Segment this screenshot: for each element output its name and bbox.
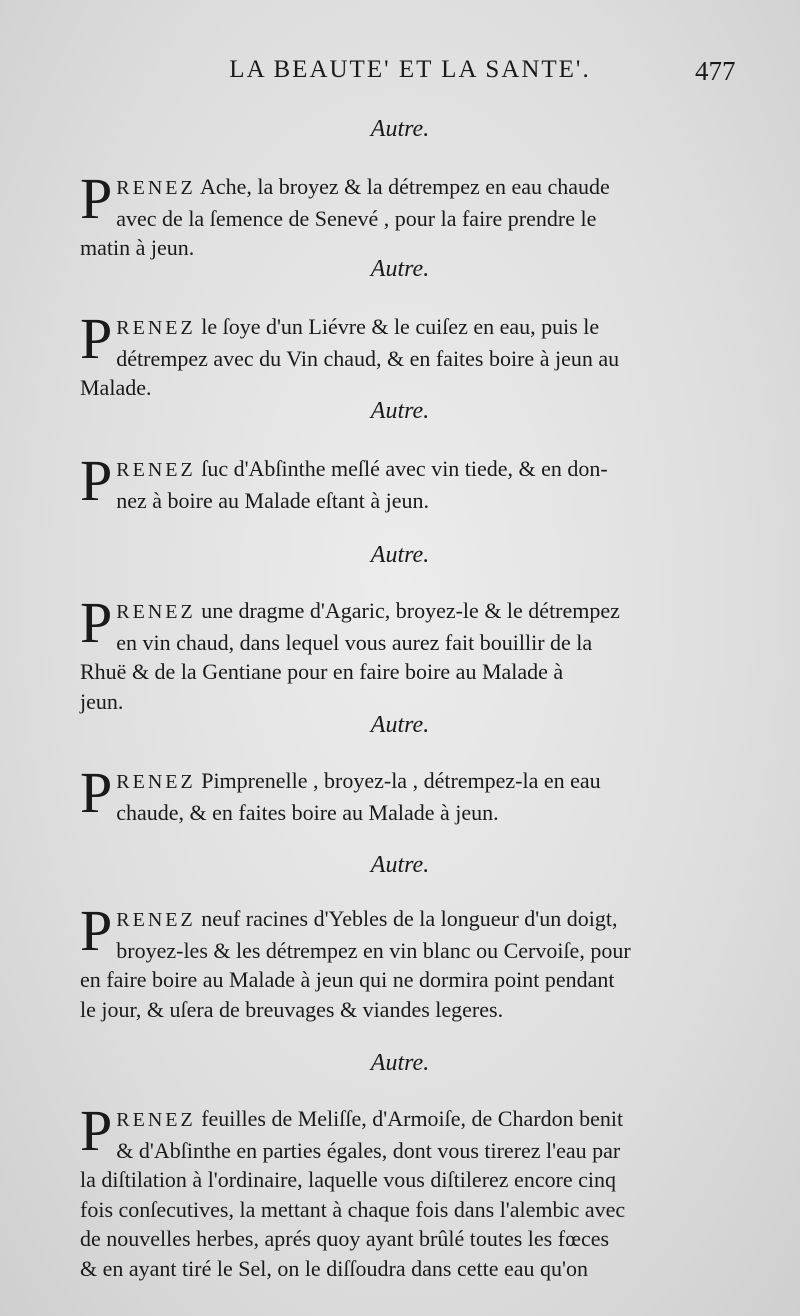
recipe-paragraph xyxy=(80,166,748,263)
drop-cap: P xyxy=(80,590,113,655)
text-line: de nouvelles herbes, aprés quoy ayant brûlé toutes les fœces xyxy=(80,1226,610,1251)
text-line: jeun. xyxy=(80,688,124,714)
entry-heading: Autre. xyxy=(370,116,430,142)
entry-heading: Autre. xyxy=(370,398,430,424)
drop-cap: P xyxy=(80,1098,113,1163)
entry-heading: Autre. xyxy=(370,712,430,738)
running-title: LA BEAUTE' ET LA SANTE'. xyxy=(229,56,591,83)
drop-cap: P xyxy=(80,166,113,231)
text-line: en faire boire au Malade à jeun qui ne dormira point pendant xyxy=(80,967,615,992)
lead-word: RENEZ xyxy=(116,177,196,199)
drop-cap: P xyxy=(80,898,113,963)
lead-word: RENEZ xyxy=(116,1109,196,1131)
recipe-paragraph xyxy=(80,898,748,1024)
text-line: le ſoye d'un Liévre & le cuiſez en eau, puis le xyxy=(195,314,600,339)
recipe-paragraph xyxy=(80,760,748,827)
recipe-paragraph xyxy=(80,448,748,515)
text-line: ſuc d'Abſinthe meſlé avec vin tiede, & en don- xyxy=(195,456,608,481)
lead-word: RENEZ xyxy=(116,771,196,793)
text-line: le jour, & uſera de breuvages & viandes legeres. xyxy=(80,996,504,1022)
text-line: avec de la ſemence de Senevé , pour la faire prendre le xyxy=(116,205,597,231)
text-line: Pimprenelle , broyez-la , détrempez-la en eau xyxy=(195,768,601,793)
lead-word: RENEZ xyxy=(116,459,196,481)
text-line: & en ayant tiré le Sel, on le diſſoudra dans cette eau qu'on xyxy=(80,1255,588,1281)
text-line: feuilles de Meliſſe, d'Armoiſe, de Chardon benit xyxy=(195,1106,624,1131)
text-line: détrempez avec du Vin chaud, & en faites boire à jeun au xyxy=(116,345,620,371)
drop-cap: P xyxy=(80,448,113,513)
text-line: fois conſecutives, la mettant à chaque fois dans l'alembic avec xyxy=(80,1196,626,1222)
entry-heading: Autre. xyxy=(370,1050,430,1076)
entry-heading: Autre. xyxy=(370,542,430,568)
recipe-paragraph xyxy=(80,306,748,403)
recipe-paragraph xyxy=(80,1098,748,1283)
recipe-paragraph xyxy=(80,590,748,716)
text-line: chaude, & en faites boire au Malade à jeun. xyxy=(116,799,499,825)
lead-word: RENEZ xyxy=(116,601,196,623)
text-line: & d'Abſinthe en parties égales, dont vous tirerez l'eau par xyxy=(116,1137,621,1163)
entry-heading: Autre. xyxy=(370,256,430,282)
text-line: une dragme d'Agaric, broyez-le & le détrempez xyxy=(195,598,620,623)
drop-cap: P xyxy=(80,760,113,825)
entry-heading: Autre. xyxy=(370,852,430,878)
text-line: Malade. xyxy=(80,375,152,400)
text-line: neuf racines d'Yebles de la longueur d'un doigt, xyxy=(195,906,618,931)
text-line: matin à jeun. xyxy=(80,235,195,260)
lead-word: RENEZ xyxy=(116,909,196,931)
text-line: nez à boire au Malade eſtant à jeun. xyxy=(116,487,430,513)
text-line: en vin chaud, dans lequel vous aurez fait bouillir de la xyxy=(116,629,593,655)
page-number: 477 xyxy=(695,56,736,86)
drop-cap: P xyxy=(80,306,113,371)
text-line: Ache, la broyez & la détrempez en eau chaude xyxy=(195,174,610,199)
text-line: la diſtilation à l'ordinaire, laquelle vous diſtilerez encore cinq xyxy=(80,1167,617,1192)
lead-word: RENEZ xyxy=(116,317,196,339)
text-line: broyez-les & les détrempez en vin blanc ou Cervoiſe, pour xyxy=(116,937,631,963)
text-line: Rhuë & de la Gentiane pour en faire boire au Malade à xyxy=(80,659,564,684)
